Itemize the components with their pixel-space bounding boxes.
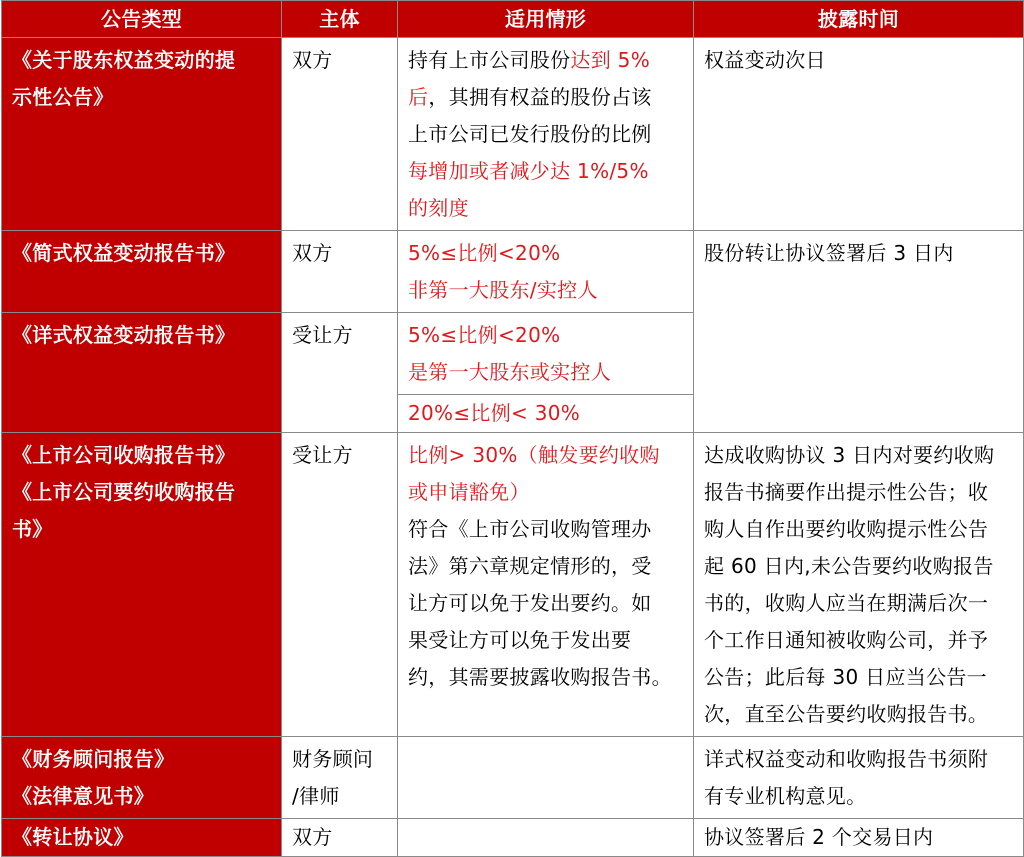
scenario-text: 上市公司已发行股份的比例 <box>408 122 652 146</box>
scenario-text: 果受让方可以免于发出要 <box>408 628 632 652</box>
header-disclosure: 披露时间 <box>694 1 1024 38</box>
disclosure-line: 报告书摘要作出提示性公告；收 <box>704 480 989 504</box>
disclosure-cell: 权益变动次日 <box>694 38 1024 231</box>
disclosure-line: 有专业机构意见。 <box>704 784 867 808</box>
table-row <box>2 38 1024 231</box>
header-type: 公告类型 <box>2 1 282 38</box>
disclosure-cell <box>694 737 1024 819</box>
scenario-highlight: 5%≤比例<20% <box>408 323 561 347</box>
type-line: 示性公告》 <box>12 85 114 109</box>
header-subject: 主体 <box>282 1 398 38</box>
scenario-highlight: 或申请豁免） <box>408 480 530 504</box>
scenario-highlight: 的刻度 <box>408 196 469 220</box>
scenario-cell <box>398 38 694 231</box>
scenario-cell <box>398 313 694 395</box>
type-line: 《财务顾问报告》 <box>12 747 175 771</box>
scenario-highlight: 20%≤比例< 30% <box>408 401 581 425</box>
announcement-type-cell: 《转让协议》 <box>2 819 282 857</box>
scenario-text: 约，其需要披露收购报告书。 <box>408 665 672 689</box>
disclosure-line: 公告；此后每 30 日应当公告一 <box>704 665 987 689</box>
scenario-text: 法》第六章规定情形的，受 <box>408 554 652 578</box>
scenario-cell <box>398 231 694 313</box>
subject-cell: 受让方 <box>282 313 398 433</box>
scenario-text: 让方可以免于发出要约。如 <box>408 591 652 615</box>
disclosure-line: 达成收购协议 3 日内对要约收购 <box>704 443 995 467</box>
type-line: 《法律意见书》 <box>12 784 155 808</box>
scenario-cell <box>398 819 694 857</box>
scenario-highlight: 后 <box>408 85 429 109</box>
subject-cell: 双方 <box>282 231 398 313</box>
announcement-type-cell <box>2 433 282 737</box>
subject-cell: 双方 <box>282 819 398 857</box>
subject-line: 财务顾问 <box>292 747 374 771</box>
disclosure-line: 购人自作出要约收购提示性公告 <box>704 517 989 541</box>
scenario-highlight: 非第一大股东/实控人 <box>408 278 598 302</box>
type-line: 书》 <box>12 517 53 541</box>
table-row <box>2 231 1024 313</box>
scenario-text: 符合《上市公司收购管理办 <box>408 517 652 541</box>
scenario-highlight: 达到 5% <box>570 48 650 72</box>
scenario-cell <box>398 433 694 737</box>
subject-cell: 受让方 <box>282 433 398 737</box>
disclosure-line: 详式权益变动和收购报告书须附 <box>704 747 989 771</box>
table-header-row <box>2 1 1024 38</box>
table-row <box>2 433 1024 737</box>
subject-line: /律师 <box>292 784 340 808</box>
subject-cell: 双方 <box>282 38 398 231</box>
disclosure-cell: 股份转让协议签署后 3 日内 <box>694 231 1024 433</box>
disclosure-table <box>1 0 1024 857</box>
table-row <box>2 819 1024 857</box>
announcement-type-cell: 《简式权益变动报告书》 <box>2 231 282 313</box>
announcement-type-cell <box>2 737 282 819</box>
scenario-highlight: 是第一大股东或实控人 <box>408 360 611 384</box>
disclosure-line: 个工作日通知被收购公司，并予 <box>704 628 989 652</box>
scenario-cell <box>398 395 694 433</box>
disclosure-line: 起 60 日内,未公告要约收购报告 <box>704 554 994 578</box>
scenario-highlight: 5%≤比例<20% <box>408 241 561 265</box>
type-line: 《上市公司要约收购报告 <box>12 480 236 504</box>
scenario-highlight: 每增加或者减少达 1%/5% <box>408 159 649 183</box>
announcement-type-cell: 《详式权益变动报告书》 <box>2 313 282 433</box>
header-scenario: 适用情形 <box>398 1 694 38</box>
disclosure-cell <box>694 433 1024 737</box>
disclosure-line: 次，直至公告要约收购报告书。 <box>704 702 989 726</box>
type-line: 《关于股东权益变动的提 <box>12 48 236 72</box>
type-line: 《上市公司收购报告书》 <box>12 443 236 467</box>
scenario-cell <box>398 737 694 819</box>
scenario-text: 持有上市公司股份 <box>408 48 571 72</box>
announcement-type-cell <box>2 38 282 231</box>
scenario-text: ，其拥有权益的股份占该 <box>428 85 652 109</box>
disclosure-line: 书的，收购人应当在期满后次一 <box>704 591 989 615</box>
scenario-highlight: 比例> 30%（触发要约收购 <box>408 443 660 467</box>
subject-cell <box>282 737 398 819</box>
table-row <box>2 737 1024 819</box>
disclosure-cell: 协议签署后 2 个交易日内 <box>694 819 1024 857</box>
